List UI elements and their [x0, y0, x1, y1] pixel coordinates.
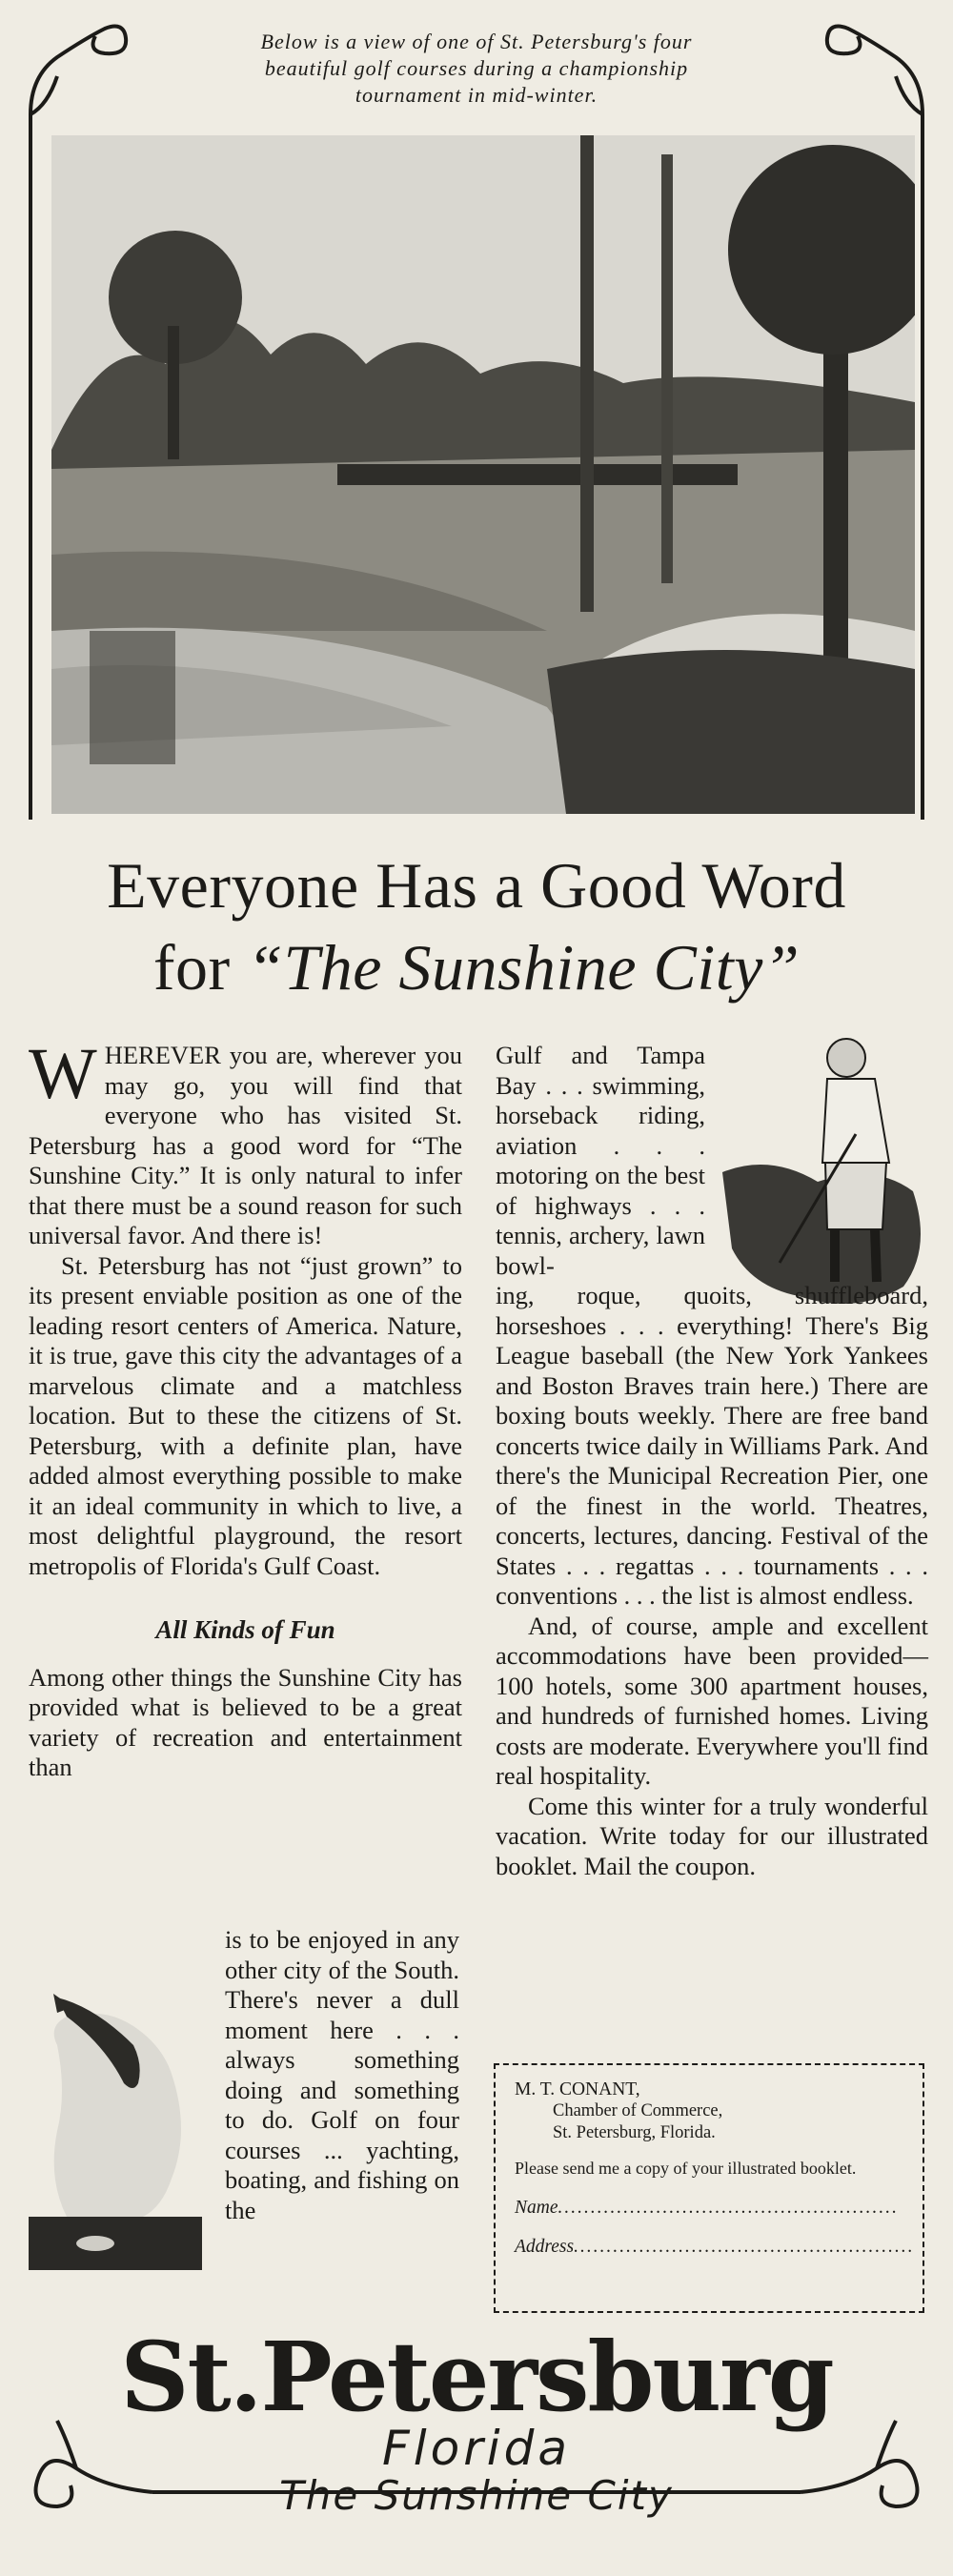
golf-course-scene: [51, 135, 915, 814]
paragraph: ing, roque, quoits, shuffleboard, horseshoes . . . everything! There's Big League baseball (the New York Yankees and Boston Braves train here.) There are boxing bouts weekly. There are free band concerts twice daily in Williams Park. And there's the Municipal Recreation Pier, one of the finest in the world. Theatres, concerts, lectures, dancing. Festival of the States . . . regattas . . . tournaments . . . conventions . . . the list is almost endless.: [496, 1281, 929, 1610]
headline-line-2: [0, 926, 953, 1008]
right-column: [496, 1041, 928, 1881]
photo-caption: [162, 29, 791, 109]
intro-paragraph: [29, 1034, 462, 1251]
paragraph: Come this winter for a truly wonderful vacation. Write today for our illustrated booklet. Mail the coupon.: [496, 1791, 928, 1880]
mail-coupon[interactable]: [494, 2063, 924, 2313]
left-column-continuation: [225, 1925, 459, 2225]
coupon-request: Please send me a copy of your illustrated booklet.: [515, 2159, 857, 2178]
golf-course-photo: [51, 135, 915, 814]
headline-line-1: Everyone Has a Good Word: [107, 849, 846, 922]
brand-tagline: The Sunshine City: [279, 2472, 674, 2519]
caption-line: tournament in mid-winter.: [355, 83, 598, 107]
caption-line: Below is a view of one of St. Petersburg's four: [260, 30, 693, 53]
section-subhead: All Kinds of Fun: [155, 1615, 335, 1644]
intro-text: HEREVER you are, wherever you may go, you will find that everyone who has visited St. Petersburg has a good word for “The Sunshine City.” It is only natural to infer that there must be a sound reason for such universal favor. And there is!: [29, 1041, 462, 1249]
headline: [0, 844, 953, 1008]
brand-logo: [0, 2321, 953, 2520]
paragraph: And, of course, ample and excellent accommodations have been provided—100 hotels, some 300 apartment houses, and hundreds of furnished homes. Living costs are moderate. Everywhere you'll find real hospitality.: [496, 1611, 928, 1790]
paragraph: is to be enjoyed in any other city of the South. There's never a dull moment here . . . always something doing and something to do. Golf on four courses ... yachting, boating, and fishing on the: [225, 1925, 459, 2224]
brand-name: St.Petersburg: [120, 2321, 833, 2433]
paragraph: Gulf and Tampa Bay . . . swimming, horseback riding, aviation . . . motoring on the best of highways . . . tennis, archery, lawn bowl-: [496, 1041, 705, 1280]
coupon-org: Chamber of Commerce,: [553, 2101, 723, 2120]
name-label: Name: [515, 2198, 558, 2218]
coupon-city: St. Petersburg, Florida.: [553, 2123, 716, 2142]
paragraph: Among other things the Sunshine City has provided what is believed to be a great variety of recreation and entertainment than: [29, 1662, 462, 1781]
headline-quote: “The Sunshine City”: [247, 931, 801, 1004]
coupon-recipient: M. T. CONANT,: [515, 2079, 640, 2099]
fish-icon: [29, 1988, 202, 2270]
leaping-fish-illustration: [29, 1988, 202, 2270]
paragraph: St. Petersburg has not “just grown” to its present enviable position as one of the leading resort centers of America. Nature, it is true, gave this city the advantages of a marvelous climate and a matchless location. But to these the citizens of St. Petersburg, with a definite plan, have added almost everything possible to make it an ideal community in which to live, a most delightful playground, the resort metropolis of Florida's Gulf Coast.: [29, 1250, 462, 1580]
name-dots: ....................................................: [558, 2198, 899, 2218]
address-label: Address: [515, 2237, 575, 2257]
caption-line: beautiful golf courses during a championship: [264, 56, 689, 80]
brand-state: Florida: [381, 2421, 572, 2476]
address-dots: ....................................................: [574, 2237, 915, 2257]
drop-cap: W: [29, 1034, 97, 1114]
address-field[interactable]: [515, 2236, 915, 2258]
headline-prefix: for: [152, 931, 248, 1004]
name-field[interactable]: [515, 2197, 903, 2219]
left-column: [29, 1034, 462, 1783]
